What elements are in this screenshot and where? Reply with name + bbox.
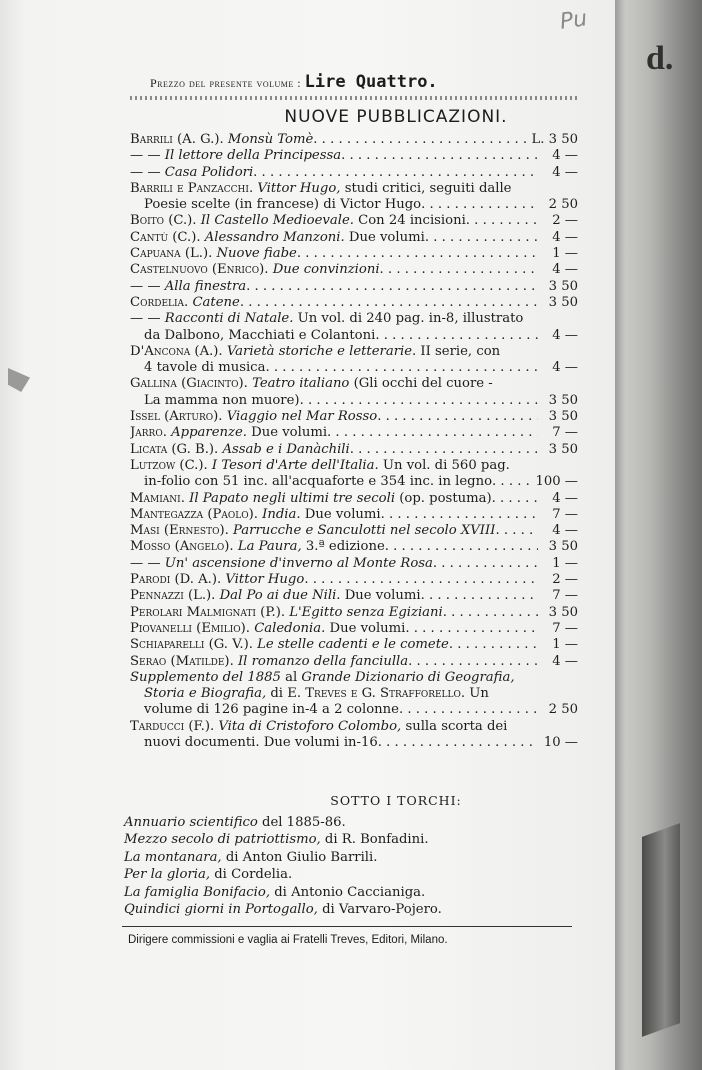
entry-details: volume di 126 pagine in-4 a 2 colonne (144, 702, 399, 718)
leader-dots (253, 165, 538, 181)
entry-price: 10 — (543, 734, 578, 750)
list-item (130, 409, 578, 425)
entry-price: 4 — (552, 164, 578, 180)
entry-author: Boito (C.). (130, 213, 197, 229)
entry-details: Un vol. di 240 pag. in-8, illustrato (297, 311, 524, 327)
list-item (130, 572, 578, 588)
leader-dots (466, 213, 538, 229)
torchi-item (124, 831, 442, 848)
torchi-title: La montanara, (124, 849, 222, 865)
list-item (130, 621, 578, 637)
entry-details: nuovi documenti. Due volumi in-16 (144, 734, 378, 750)
entry-text (130, 735, 378, 751)
entry-author: Serao (Matilde). (130, 653, 234, 669)
entry-author: Issel (Arturo). (130, 409, 223, 425)
entry-author: Cantù (C.). (130, 229, 201, 245)
entry-text (130, 376, 493, 392)
leader-dots (246, 279, 538, 295)
publications-list (130, 132, 578, 751)
entry-details: La mamma non muore) (144, 392, 300, 408)
torchi-item (124, 866, 442, 883)
entry-text (130, 442, 350, 458)
price-line (150, 72, 438, 92)
leader-dots (327, 425, 538, 441)
entry-text (130, 295, 240, 311)
entry-text (130, 409, 377, 425)
list-item (130, 491, 578, 507)
footer-text: Dirigere commissioni e vaglia ai Fratelli Treves, Editori, Milano. (128, 934, 448, 946)
entry-author: Tarducci (F.). (130, 718, 215, 734)
entry-title: Supplemento del 1885 (130, 669, 281, 685)
entry-author: Mamiani. (130, 490, 185, 506)
leader-dots (240, 295, 538, 311)
leader-dots (380, 262, 538, 278)
entry-details: studi critici, seguiti dalle (344, 180, 512, 196)
entry-author: Piovanelli (Emilio). (130, 620, 250, 636)
entry-title: Alessandro Manzoni. (204, 229, 345, 245)
entry-details: Due volumi (344, 588, 421, 604)
list-item (130, 523, 578, 539)
entry-details: Due volumi (329, 620, 406, 636)
entry-price: 1 — (552, 246, 578, 262)
entry-author: Cordelia. (130, 294, 189, 310)
entry-title: Parrucche e Sanculotti nel secolo XVIII (233, 523, 496, 539)
torchi-title: Mezzo secolo di patriottismo, (124, 832, 321, 848)
entry-title: Viaggio nel Mar Rosso (226, 409, 378, 425)
leader-dots (421, 197, 538, 213)
entry-price: 3 50 (548, 441, 578, 457)
entry-text (130, 132, 313, 148)
entry-title: Racconti di Natale. (164, 311, 294, 327)
entry-price: 2 50 (548, 702, 578, 718)
leader-dots (433, 556, 538, 572)
entry-details: Un vol. di 560 pag. (382, 457, 510, 473)
torchi-author: di Anton Giulio Barrili. (225, 849, 378, 865)
entry-author: Capuana (L.). (130, 246, 213, 262)
torchi-item (124, 884, 442, 901)
entry-title: L'Egitto senza Egiziani (289, 604, 443, 620)
entry-author: — — (130, 311, 161, 327)
torchi-list (124, 814, 442, 918)
entry-text (130, 491, 492, 507)
leader-dots (405, 621, 538, 637)
list-item (130, 719, 578, 735)
list-item (130, 181, 578, 197)
list-item (130, 442, 578, 458)
entry-title: Nuove fiabe (216, 246, 297, 262)
list-item (130, 295, 578, 311)
entry-price: 100 — (535, 474, 578, 490)
entry-price: 2 50 (548, 197, 578, 213)
entry-price: 4 — (552, 229, 578, 245)
entry-price: L. 3 50 (531, 132, 578, 147)
leader-dots (300, 393, 538, 409)
entry-text (130, 539, 385, 555)
entry-price: 3 50 (548, 539, 578, 555)
entry-author: Barrili e Panzacchi. (130, 180, 254, 196)
entry-text (130, 393, 300, 409)
entry-author: Pennazzi (L.). (130, 588, 216, 604)
entry-price: 4 — (552, 653, 578, 669)
entry-price: 2 — (552, 213, 578, 229)
entry-author: Masi (Ernesto). (130, 523, 229, 539)
pencil-margin-note: Pu (558, 6, 589, 35)
torchi-author: di R. Bonfadini. (324, 832, 429, 848)
entry-text (130, 556, 433, 572)
leader-dots (378, 735, 538, 751)
torchi-title: La famiglia Bonifacio, (124, 884, 271, 900)
list-item (130, 425, 578, 441)
leader-dots (425, 230, 538, 246)
entry-details: di (270, 686, 284, 702)
entry-text (130, 637, 449, 653)
price-amount: Lire Quattro. (304, 72, 438, 92)
entry-text (130, 702, 399, 718)
entry-author: — — (130, 555, 161, 571)
entry-details: sulla scorta dei (405, 718, 508, 734)
entry-author: D'Ancona (A.). (130, 343, 223, 359)
entry-title: Monsù Tomè (227, 132, 314, 147)
list-item (130, 262, 578, 278)
entry-text (130, 425, 327, 441)
entry-text (130, 605, 443, 621)
entry-text (130, 686, 489, 702)
entry-title: Le stelle cadenti e le comete (257, 637, 449, 653)
entry-details: II serie, con (420, 343, 501, 359)
list-item (130, 132, 578, 148)
entry-author: Barrili (A. G.). (130, 132, 224, 147)
entry-details: Due volumi (251, 425, 328, 441)
entry-title: Varietà storiche e letterarie. (226, 343, 417, 359)
entry-title: Grande Dizionario di Geografia, (301, 669, 515, 685)
entry-text (130, 311, 523, 327)
leader-dots (381, 507, 538, 523)
entry-title: India. (262, 506, 301, 522)
entry-details: (op. postuma) (399, 490, 492, 506)
entry-price: 3 50 (548, 604, 578, 620)
entry-author: Jarro. (130, 425, 167, 441)
entry-author: — — (130, 148, 161, 164)
list-item (130, 148, 578, 164)
entry-author: Mantegazza (Paolo). (130, 506, 258, 522)
torchi-title: Annuario scientifico (124, 815, 258, 830)
entry-text (130, 507, 381, 523)
entry-title: Apparenze. (171, 425, 247, 441)
entry-details: Un (469, 686, 489, 702)
entry-text (130, 344, 500, 360)
entry-text (130, 458, 510, 474)
entry-author: E. Treves e G. Strafforello. (287, 686, 466, 702)
entry-title: Il Papato negli ultimi tre secoli (189, 490, 396, 506)
list-item (130, 507, 578, 523)
list-item (130, 393, 578, 409)
entry-price: 7 — (552, 506, 578, 522)
entry-details: Due volumi (348, 229, 425, 245)
torchi-item (124, 814, 442, 831)
entry-details: Due volumi (304, 506, 381, 522)
list-item (130, 539, 578, 555)
leader-dots (313, 132, 531, 148)
leader-dots (408, 654, 538, 670)
leader-dots (449, 637, 538, 653)
torchi-author: del 1885-86. (262, 815, 346, 830)
entry-price: 3 50 (548, 409, 578, 425)
torchi-title: Quindici giorni in Portogallo, (124, 902, 318, 918)
entry-text (130, 197, 421, 213)
entry-text (130, 670, 515, 686)
entry-text (130, 588, 421, 604)
list-item (130, 246, 578, 262)
entry-author: Gallina (Giacinto). (130, 376, 248, 392)
list-item (130, 213, 578, 229)
entry-price: 7 — (552, 588, 578, 604)
torchi-title: Per la gloria, (124, 867, 211, 883)
entry-author: — — (130, 278, 161, 294)
entry-title: Dal Po ai due Nili. (219, 588, 341, 604)
entry-title: Casa Polidori (164, 164, 254, 180)
list-item (130, 230, 578, 246)
entry-details: da Dalbono, Macchiati e Colantoni (144, 327, 376, 343)
entry-title: Alla finestra (164, 278, 247, 294)
leader-dots (304, 572, 538, 588)
entry-title: Vittor Hugo (225, 572, 305, 588)
torchi-author: di Varvaro-Pojero. (322, 902, 442, 918)
entry-price: 3 50 (548, 294, 578, 310)
entry-author: Lutzow (C.). (130, 457, 208, 473)
entry-text (130, 262, 380, 278)
entry-price: 4 — (552, 523, 578, 539)
leader-dots (375, 328, 538, 344)
list-item (130, 279, 578, 295)
list-item (130, 654, 578, 670)
list-item (130, 474, 578, 490)
torchi-author: di Antonio Caccianiga. (274, 884, 426, 900)
entry-text (130, 246, 297, 262)
entry-author: Castelnuovo (Enrico). (130, 262, 269, 278)
list-item (130, 605, 578, 621)
list-item (130, 702, 578, 718)
leader-dots (377, 409, 538, 425)
list-item (130, 637, 578, 653)
entry-price: 4 — (552, 262, 578, 278)
list-item (130, 376, 578, 392)
entry-price: 4 — (552, 327, 578, 343)
entry-author: Perolari Malmignati (P.). (130, 604, 286, 620)
entry-text (130, 523, 495, 539)
entry-title: Il Castello Medioevale. (200, 213, 354, 229)
leader-dots (265, 360, 538, 376)
entry-details: 3.ª edizione (305, 539, 385, 555)
leader-dots (385, 539, 538, 555)
entry-text (130, 621, 405, 637)
entry-price: 4 — (552, 490, 578, 506)
entry-title: Due convinzioni (272, 262, 380, 278)
entry-title: Un' ascensione d'inverno al Monte Rosa (164, 555, 433, 571)
entry-details: (Gli occhi del cuore - (353, 376, 493, 392)
entry-author: Schiaparelli (G. V.). (130, 637, 253, 653)
torchi-author: di Cordelia. (214, 867, 293, 883)
footer-rule (122, 926, 572, 927)
entry-price: 4 — (552, 360, 578, 376)
entry-text (130, 181, 512, 197)
entry-author: Mosso (Angelo). (130, 539, 234, 555)
leader-dots (341, 148, 538, 164)
leader-dots (297, 246, 538, 262)
torchi-item (124, 849, 442, 866)
entry-title: Il romanzo della fanciulla (237, 653, 409, 669)
entry-title: Catene (192, 294, 240, 310)
list-item (130, 165, 578, 181)
entry-price: 3 50 (548, 392, 578, 408)
entry-details: 4 tavole di musica (144, 360, 266, 376)
entry-author: Licata (G. B.). (130, 441, 219, 457)
leader-dots (443, 605, 538, 621)
entry-text (130, 572, 304, 588)
entry-text (130, 213, 466, 229)
entry-price: 7 — (552, 425, 578, 441)
entry-price: 3 50 (548, 278, 578, 294)
entry-details: Con 24 incisioni (358, 213, 466, 229)
entry-price: 2 — (552, 572, 578, 588)
entry-title: Vittor Hugo, (257, 180, 341, 196)
entry-title: Caledonia. (254, 620, 326, 636)
entry-details: Poesie scelte (in francese) di Victor Hugo (144, 197, 422, 213)
entry-text (130, 328, 375, 344)
entry-title: I Tesori d'Arte dell'Italia. (211, 457, 379, 473)
torchi-item (124, 901, 442, 918)
list-item (130, 328, 578, 344)
section-heading: NUOVE PUBBLICAZIONI. (284, 107, 508, 127)
entry-title: Storia e Biografia, (144, 686, 267, 702)
torchi-heading: SOTTO I TORCHI: (330, 793, 462, 808)
list-item (130, 458, 578, 474)
list-item (130, 311, 578, 327)
entry-text (130, 148, 341, 164)
list-item (130, 686, 578, 702)
entry-text (130, 719, 507, 735)
entry-details: al (285, 669, 298, 685)
entry-title: Assab e i Danàchili (222, 441, 350, 457)
wavy-rule-top (130, 96, 578, 100)
list-item (130, 556, 578, 572)
entry-details: in-folio con 51 inc. all'acquaforte e 354 inc. in legno (144, 474, 493, 490)
entry-title: Teatro italiano (252, 376, 350, 392)
leader-dots (399, 702, 538, 718)
list-item (130, 670, 578, 686)
entry-price: 7 — (552, 620, 578, 636)
entry-price: 1 — (552, 637, 578, 653)
entry-author: Parodi (D. A.). (130, 572, 222, 588)
list-item (130, 735, 578, 751)
leader-dots (492, 474, 535, 490)
entry-text (130, 474, 492, 490)
entry-text (130, 279, 246, 295)
price-prefix: Prezzo del presente volume : (150, 76, 302, 90)
spine-binding-band (642, 823, 680, 1037)
entry-price: 4 — (552, 148, 578, 164)
leader-dots (492, 491, 538, 507)
entry-text (130, 230, 425, 246)
entry-title: La Paura, (237, 539, 302, 555)
list-item (130, 588, 578, 604)
entry-text (130, 654, 408, 670)
spine-mark: d. (646, 40, 674, 77)
list-item (130, 360, 578, 376)
leader-dots (495, 523, 538, 539)
entry-price: 1 — (552, 555, 578, 571)
entry-text (130, 165, 253, 181)
entry-title: Il lettore della Principessa (164, 148, 342, 164)
leader-dots (421, 588, 538, 604)
leader-dots (350, 442, 538, 458)
entry-author: — — (130, 164, 161, 180)
list-item (130, 197, 578, 213)
entry-title: Vita di Cristoforo Colombo, (218, 718, 402, 734)
entry-text (130, 360, 265, 376)
list-item (130, 344, 578, 360)
